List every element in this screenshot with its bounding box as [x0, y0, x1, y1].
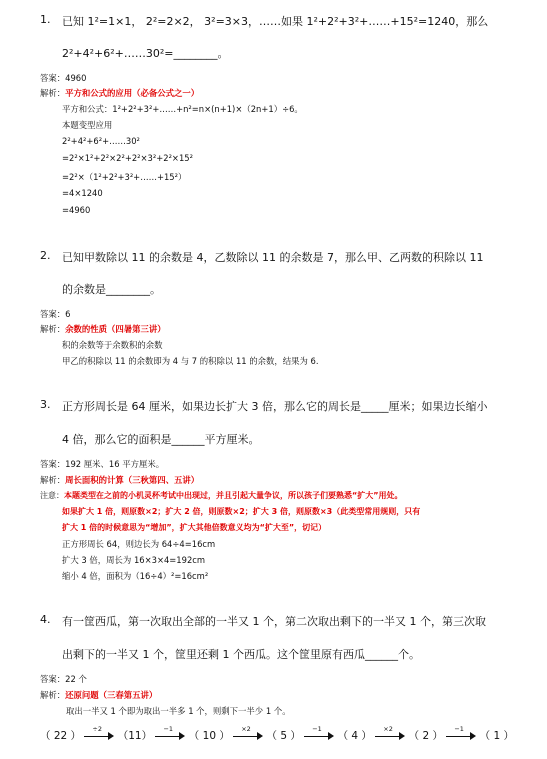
q3-note-line: 如果扩大 1 倍，则原数×2；扩大 2 倍，则原数×2；扩大 3 倍，则原数×3（此类型常用规则，只有: [62, 507, 421, 516]
sequence-operation: −1: [312, 725, 322, 733]
q1-analysis-line: 平方和公式：1²+2²+3²+……+n²=n×(n+1)×（2n+1）÷6。: [62, 104, 303, 114]
q1-analysis-line: =2²×1²+2²×2²+2²×3²+2²×15²: [62, 153, 193, 163]
q3-answer: 答案：192 厘米、16 平方厘米。: [40, 459, 165, 469]
q1-analysis-line: =4960: [62, 205, 91, 215]
q3-stem-line2: 4 倍，那么它的面积是______平方厘米。: [62, 433, 260, 446]
sequence-value: （11）: [117, 730, 153, 742]
q1-analysis-label: 解析：: [40, 88, 66, 98]
q1-stem-line2: 2²+4²+6²+……30²=________。: [62, 47, 229, 60]
q1-analysis-line: =2²×（1²+2²+3²+……+15²）: [62, 172, 187, 182]
q3-analysis-line: 缩小 4 倍，面积为（16÷4）²=16cm²: [62, 571, 209, 581]
arrow-right-icon: [84, 725, 114, 741]
q3-analysis-line: 正方形周长 64，则边长为 64÷4=16cm: [62, 539, 216, 549]
q4-answer: 答案：22 个: [40, 674, 87, 684]
q4-analysis-line: 取出一半又 1 个即为取出一半多 1 个，则剩下一半少 1 个。: [66, 706, 291, 716]
q3-analysis: [40, 474, 199, 486]
arrow-right-icon: [233, 725, 263, 741]
q2-answer: 答案：6: [40, 309, 71, 319]
sequence-operation: −1: [454, 725, 464, 733]
q1-stem-line1: 已知 1²=1×1， 2²=2×2， 3²=3×3，……如果 1²+2²+3²+……+15²=1240，那么: [62, 15, 489, 28]
sequence-operation: ×2: [383, 725, 393, 733]
q4-reverse-sequence: [40, 725, 515, 743]
sequence-operation: −1: [163, 725, 174, 733]
q4-number: 4.: [40, 613, 51, 626]
q4-analysis-label: 解析：: [40, 690, 66, 700]
q4-analysis: [40, 689, 157, 701]
q1-analysis-line: 2²+4²+6²+……30²: [62, 136, 140, 146]
q2-analysis-line: 甲乙的积除以 11 的余数即为 4 与 7 的积除以 11 的余数，结果为 6.: [62, 356, 319, 366]
q1-number: 1.: [40, 13, 51, 26]
q2-analysis-title: 余数的性质（四暑第三讲）: [65, 324, 166, 334]
q3-note-line: 本题类型在之前的小机灵杯考试中出现过，并且引起大量争议，所以孩子们要熟悉“扩大”用处。: [64, 491, 403, 500]
q4-analysis-title: 还原问题（三春第五讲）: [65, 690, 158, 700]
q3-note-line: 扩大 1 倍的时候意思为“增加”，扩大其他倍数意义均为“扩大至”，切记）: [62, 523, 327, 532]
sequence-value: （ 10 ）: [188, 730, 230, 742]
q3-note: [40, 490, 403, 501]
sequence-operation: ×2: [241, 725, 251, 733]
arrow-right-icon: [155, 725, 185, 741]
q3-number: 3.: [40, 398, 51, 411]
q1-answer: 答案：4960: [40, 73, 87, 83]
q2-analysis-line: 积的余数等于余数积的余数: [62, 340, 163, 350]
sequence-value: （ 2 ）: [408, 730, 443, 742]
q2-number: 2.: [40, 249, 51, 262]
sequence-value: （ 1 ）: [479, 730, 515, 742]
q3-note-label: 注意：: [40, 491, 64, 500]
q3-stem-line1: 正方形周长是 64 厘米，如果边长扩大 3 倍，那么它的周长是_____厘米；如果边长缩小: [62, 400, 488, 413]
q4-stem-line1: 有一筐西瓜，第一次取出全部的一半又 1 个，第二次取出剩下的一半又 1 个，第三次取: [62, 615, 486, 628]
q3-analysis-line: 扩大 3 倍，周长为 16×3×4=192cm: [62, 555, 206, 565]
q3-analysis-title: 周长面积的计算（三秋第四、五讲）: [65, 475, 200, 485]
q2-analysis: [40, 323, 166, 335]
q1-analysis-line: 本题变型应用: [62, 120, 113, 130]
arrow-right-icon: [446, 725, 476, 741]
arrow-right-icon: [375, 725, 405, 741]
q1-analysis-line: =4×1240: [62, 188, 103, 198]
sequence-value: （ 22 ）: [40, 730, 82, 742]
q2-analysis-label: 解析：: [40, 324, 66, 334]
arrow-right-icon: [304, 725, 334, 741]
q2-stem-line1: 已知甲数除以 11 的余数是 4，乙数除以 11 的余数是 7，那么甲、乙两数的积除以 11: [62, 251, 484, 264]
sequence-value: （ 5 ）: [266, 730, 301, 742]
q1-analysis-title: 平方和公式的应用（必备公式之一）: [65, 88, 200, 98]
q1-analysis: [40, 87, 199, 99]
q4-stem-line2: 出剩下的一半又 1 个，筐里还剩 1 个西瓜。这个筐里原有西瓜______个。: [62, 648, 420, 661]
sequence-value: （ 4 ）: [337, 730, 372, 742]
q2-stem-line2: 的余数是________。: [62, 283, 161, 296]
sequence-operation: ÷2: [92, 725, 102, 733]
q3-analysis-label: 解析：: [40, 475, 66, 485]
